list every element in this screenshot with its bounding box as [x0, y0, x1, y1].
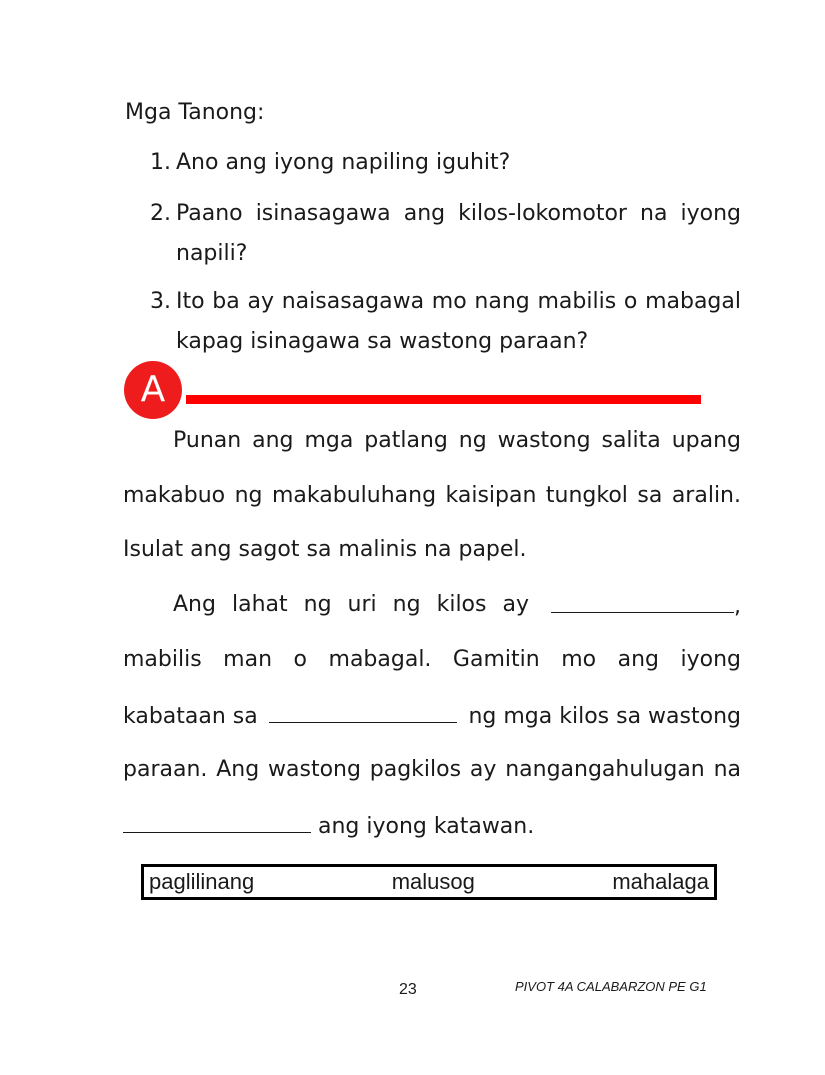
question-text: Paano isinasagawa ang kilos-lokomotor na iyong [176, 201, 741, 226]
footer-label: PIVOT 4A CALABARZON PE G1 [515, 979, 707, 994]
answer-blank-1[interactable] [551, 592, 734, 613]
word-bank-box [141, 864, 717, 900]
blank-group [551, 592, 741, 619]
passage-text: mabilis man o mabagal. Gamitin mo ang iyong [123, 647, 741, 672]
instruction-line-1 [173, 428, 741, 453]
passage-text: Ang lahat ng uri ng kilos ay [173, 592, 529, 617]
question-text-continued: napili? [176, 241, 248, 266]
word-bank-item: mahalaga [612, 869, 709, 894]
instruction-text: makabuo ng makabuluhang kaisipan tungkol sa aralin. [123, 483, 741, 508]
question-number: 3. [150, 289, 171, 314]
passage-text: ng mga kilos sa wastong [468, 704, 741, 729]
question-2 [150, 201, 741, 266]
instruction-line-3: Isulat ang sagot sa malinis na papel. [123, 537, 527, 562]
instruction-line-2 [123, 483, 741, 508]
passage-line-3 [123, 702, 741, 729]
section-badge: A [124, 361, 182, 419]
question-1 [150, 150, 510, 175]
questions-heading: Mga Tanong: [125, 100, 265, 125]
passage-line-1 [173, 592, 741, 619]
question-number: 1. [150, 150, 171, 175]
passage-line-4 [123, 757, 741, 782]
question-text: Ito ba ay naisasagawa mo nang mabilis o mabagal [176, 289, 741, 314]
answer-blank-2[interactable] [269, 702, 457, 723]
instruction-text: Punan ang mga patlang ng wastong salita upang [173, 428, 741, 453]
passage-text: ang iyong katawan. [318, 814, 535, 839]
passage-text: kabataan sa [123, 704, 258, 729]
word-bank-item: malusog [391, 869, 475, 894]
answer-blank-3[interactable] [123, 812, 311, 833]
passage-line-2 [123, 647, 741, 672]
word-bank-item: paglilinang [149, 869, 255, 894]
passage-text: , [734, 594, 741, 619]
passage-text: paraan. Ang wastong pagkilos ay nangangahulugan na [123, 757, 741, 782]
section-divider-bar [186, 395, 701, 404]
page-number: 23 [399, 981, 417, 998]
question-text: Ano ang iyong napiling iguhit? [176, 150, 511, 175]
question-number: 2. [150, 201, 171, 226]
question-text-continued: kapag isinagawa sa wastong paraan? [176, 329, 589, 354]
question-3 [150, 289, 741, 354]
passage-line-5 [123, 812, 534, 839]
